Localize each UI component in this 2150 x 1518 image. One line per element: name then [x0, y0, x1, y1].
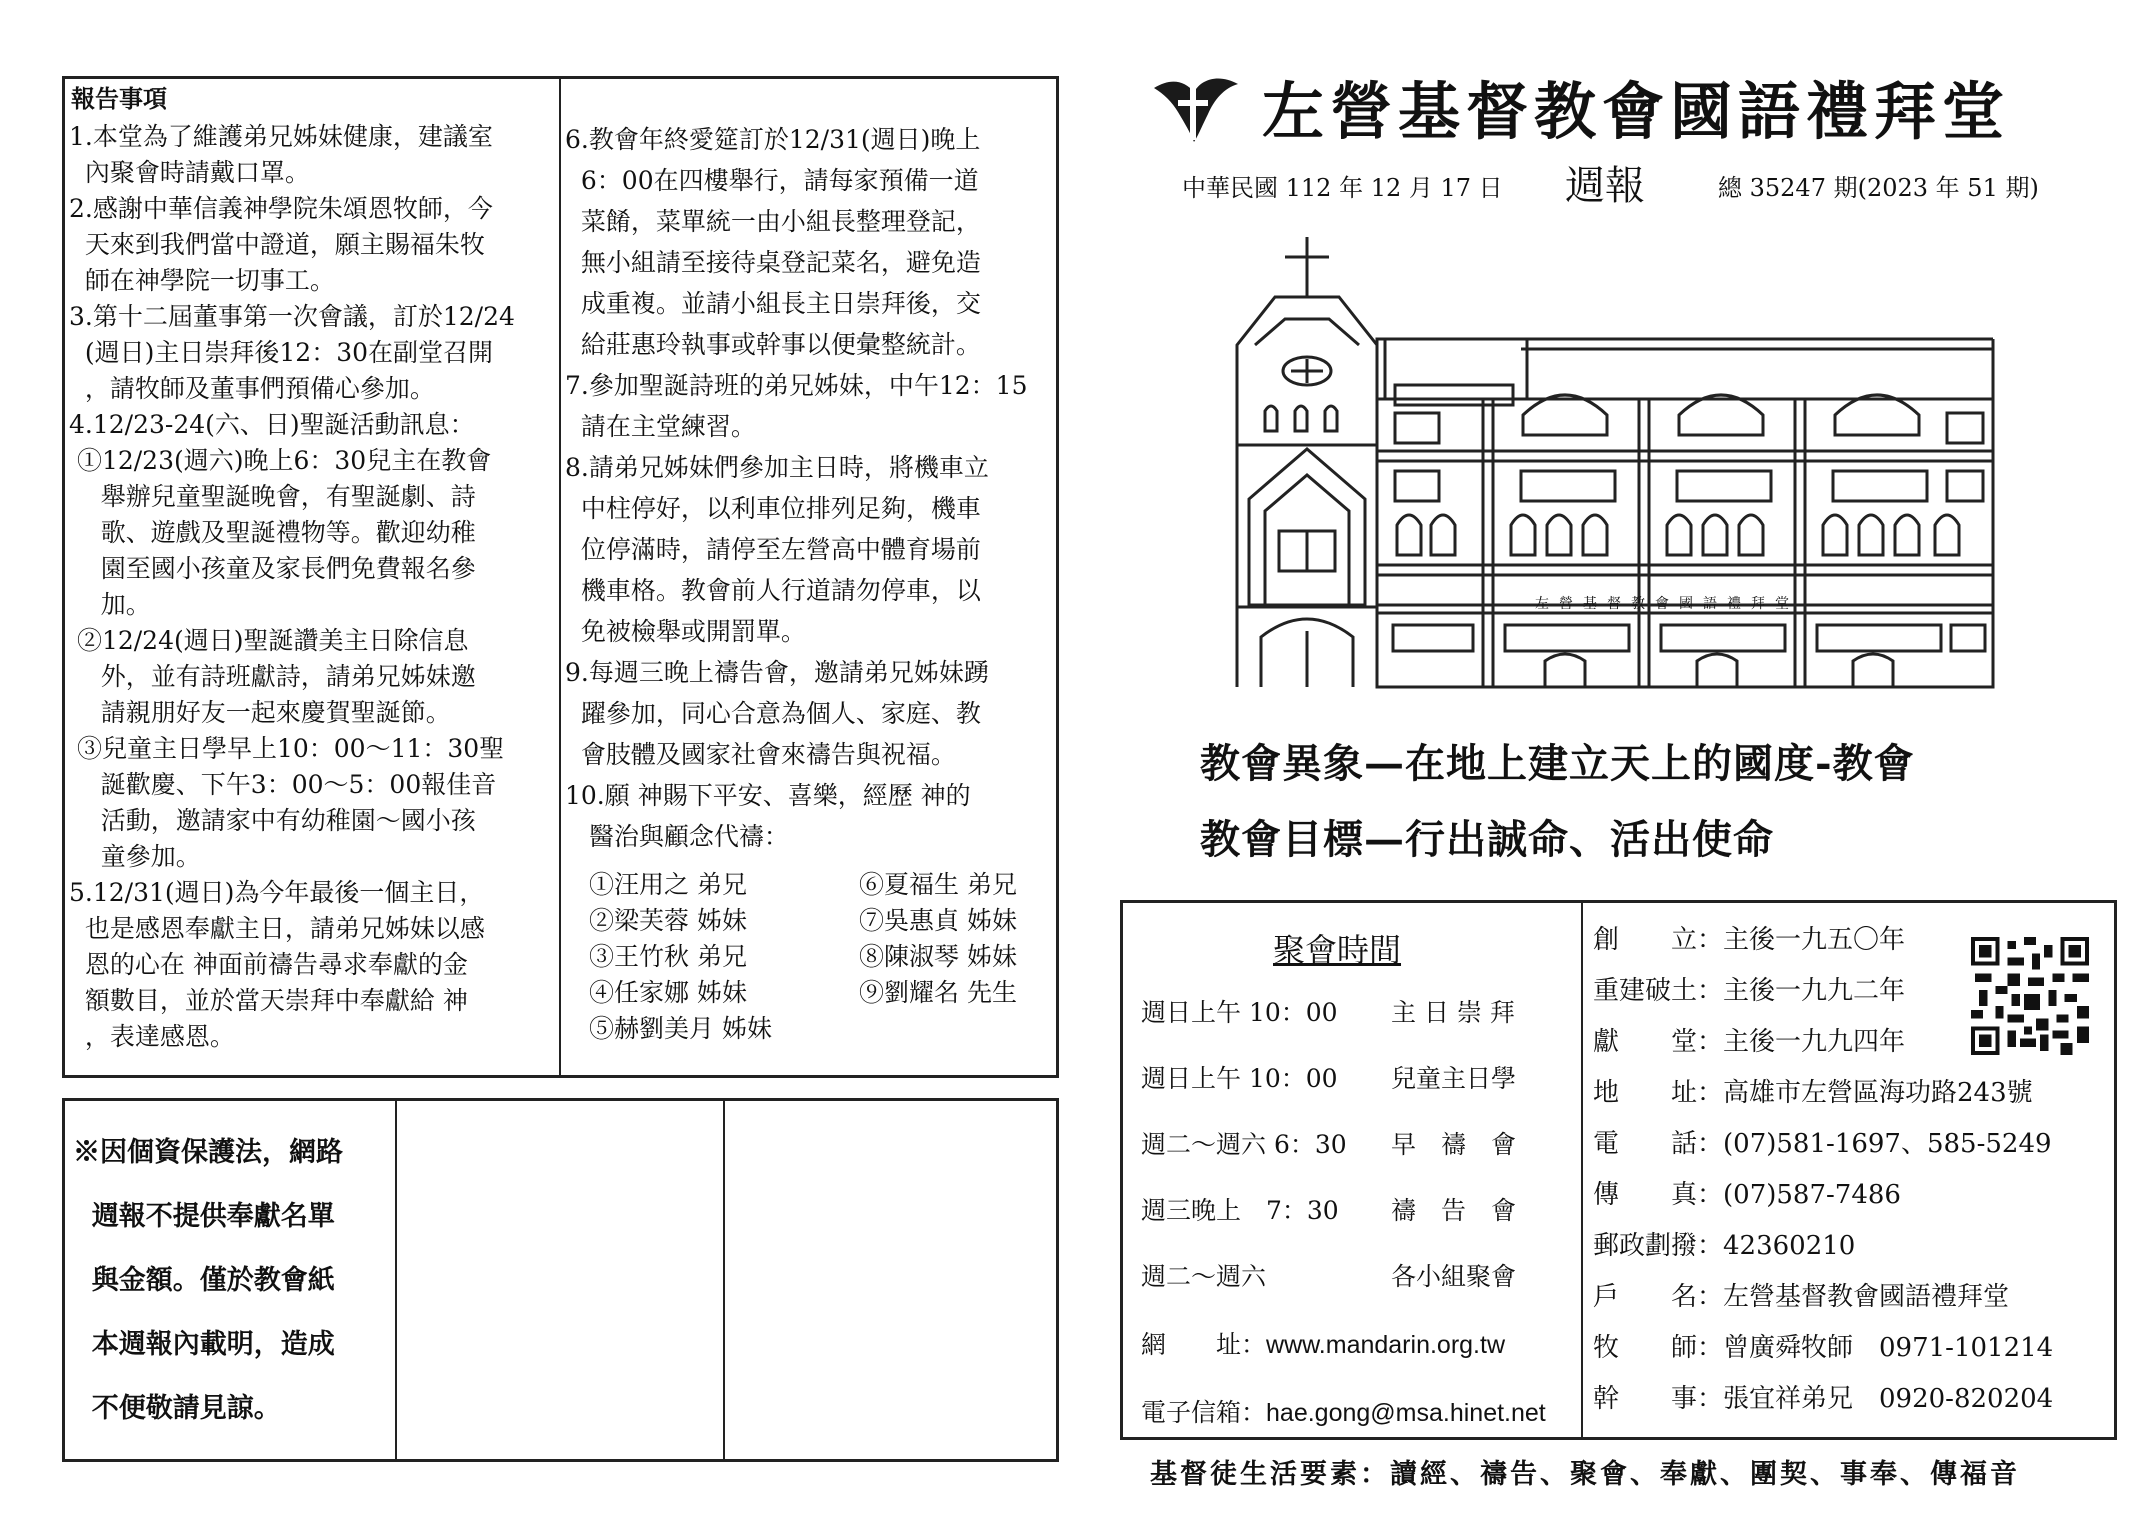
meeting-title: 聚會時間 — [1273, 931, 1402, 969]
announcement-line: 位停滿時，請停至左營高中體育場前 — [565, 535, 981, 564]
announcement-line: 2.感謝中華信義神學院朱頌恩牧師，今 — [69, 194, 493, 223]
church-info-value: (07)587-7486 — [1723, 1180, 1901, 1210]
church-info-label: 戶 名： — [1593, 1282, 1724, 1312]
church-info-value: 曾廣舜牧師 0971-101214 — [1723, 1333, 2054, 1363]
prayer-item: ②梁芙蓉 姊妹 — [589, 906, 747, 935]
bulletin-issue: 總 35247 期(2023 年 51 期) — [1718, 174, 2039, 202]
building-sign: 左營基督教會國語禮拜堂 — [1535, 596, 1799, 612]
church-info-label: 電 話： — [1593, 1129, 1724, 1159]
announcement-line: 成重複。並請小組長主日崇拜後，交 — [565, 289, 981, 318]
announcement-line: 9.每週三晚上禱告會，邀請弟兄姊妹踴 — [565, 658, 989, 687]
announcement-line: 也是感恩奉獻主日，請弟兄姊妹以感 — [69, 914, 485, 943]
announcement-line: 歌、遊戲及聖誕禮物等。歡迎幼稚 — [69, 518, 476, 547]
offering-divider-2 — [723, 1101, 725, 1459]
announcement-line: ③兒童主日學早上10：00～11：30聖 — [69, 734, 505, 763]
announcement-line: (週日)主日崇拜後12：30在副堂召開 — [69, 338, 494, 367]
privacy-line: 週報不提供奉獻名單 — [73, 1201, 335, 1232]
announcement-line: 7.參加聖誕詩班的弟兄姊妹，中午12：15 — [565, 371, 1028, 400]
privacy-line: ※因個資保護法，網路 — [73, 1137, 343, 1168]
church-info-value: 42360210 — [1723, 1231, 1856, 1261]
announcement-line: 中柱停好，以利車位排列足夠，機車 — [565, 494, 981, 523]
announcement-line: 活動，邀請家中有幼稚園～國小孩 — [69, 806, 476, 835]
meeting-name: 禱 告 會 — [1391, 1196, 1517, 1225]
church-info-row — [1593, 1072, 2033, 1109]
bulletin-label: 週報 — [1565, 163, 1645, 209]
prayer-item: ①汪用之 弟兄 — [589, 870, 747, 899]
announcement-line: 躍參加，同心合意為個人、家庭、教 — [565, 699, 981, 728]
church-title: 左營基督教會國語禮拜堂 — [1262, 75, 2011, 148]
church-vision: 教會異象—在地上建立天上的國度-教會 — [1200, 740, 1915, 787]
announcement-line: 請親朋好友一起來慶賀聖誕節。 — [69, 698, 451, 727]
church-info-row — [1593, 1276, 2009, 1313]
privacy-line: 與金額。僅於教會紙 — [73, 1265, 335, 1296]
meeting-time: 週二～週六 — [1141, 1262, 1267, 1291]
announcement-line: 菜餚，菜單統一由小組長整理登記， — [565, 207, 981, 236]
announcement-line: 1.本堂為了維護弟兄姊妹健康，建議室 — [69, 122, 493, 151]
website-label: 網 址： — [1141, 1330, 1267, 1359]
announcement-line: ②12/24(週日)聖誕讚美主日除信息 — [69, 626, 469, 655]
announcement-line: 師在神學院一切事工。 — [69, 266, 335, 295]
announcement-line: 6.教會年終愛筵訂於12/31(週日)晚上 — [565, 125, 981, 154]
church-info-row — [1593, 1123, 2052, 1160]
announcements-box — [62, 76, 1059, 1078]
announcement-line: 無小組請至接待桌登記菜名，避免造 — [565, 248, 981, 277]
church-building-illustration — [1235, 235, 1995, 690]
church-info-label: 創 立： — [1593, 925, 1724, 955]
church-info-row — [1593, 1225, 1855, 1262]
announcement-line: 園至國小孩童及家長們免費報名參 — [69, 554, 476, 583]
church-info-label: 郵政劃撥： — [1593, 1231, 1724, 1261]
church-info-row — [1593, 1378, 2053, 1415]
announcements-heading: 報告事項 — [71, 84, 167, 113]
prayer-item: ③王竹秋 弟兄 — [589, 942, 747, 971]
announcement-line: ，請牧師及董事們預備心參加。 — [69, 374, 435, 403]
offering-box — [62, 1098, 1059, 1462]
offering-divider-1 — [395, 1101, 397, 1459]
church-info-label: 重建破土： — [1593, 976, 1724, 1006]
announcement-line: 6：00在四樓舉行，請每家預備一道 — [565, 166, 979, 195]
info-box — [1120, 900, 2117, 1440]
church-goal: 教會目標—行出誠命、活出使命 — [1200, 816, 1774, 863]
meeting-time: 週日上午 10：00 — [1141, 1064, 1338, 1093]
announcement-line: 免被檢舉或開罰單。 — [565, 617, 806, 646]
announcement-line: 舉辦兒童聖誕晚會，有聖誕劇、詩 — [69, 482, 476, 511]
announcement-line: 請在主堂練習。 — [565, 412, 756, 441]
meeting-name: 兒童主日學 — [1391, 1064, 1517, 1093]
church-info-value: 張宜祥弟兄 0920-820204 — [1723, 1384, 2054, 1414]
prayer-item: ④任家娜 姊妹 — [589, 978, 747, 1007]
prayer-item: ⑤赫劉美月 姊妹 — [589, 1014, 772, 1043]
bulletin-date: 中華民國 112 年 12 月 17 日 — [1182, 174, 1503, 202]
announcement-line: 會肢體及國家社會來禱告與祝福。 — [565, 740, 956, 769]
website-link[interactable]: www.mandarin.org.tw — [1266, 1331, 1505, 1359]
church-info-label: 幹 事： — [1593, 1384, 1724, 1414]
church-info-label: 獻 堂： — [1593, 1027, 1724, 1057]
announcement-line: 8.請弟兄姊妹們參加主日時，將機車立 — [565, 453, 989, 482]
church-info-value: 主後一九九二年 — [1723, 976, 1906, 1006]
email-row — [1141, 1393, 1546, 1429]
announcements-divider — [559, 79, 561, 1075]
info-divider — [1581, 903, 1583, 1437]
footer-motto: 基督徒生活要素：讀經、禱告、聚會、奉獻、團契、事奉、傳福音 — [1150, 1459, 2020, 1490]
announcement-line: 4.12/23-24(六、日)聖誕活動訊息： — [69, 410, 475, 439]
announcement-line: 天來到我們當中證道，願主賜福朱牧 — [69, 230, 485, 259]
announcement-line: 10.願 神賜下平安、喜樂，經歷 神的 — [565, 781, 971, 810]
announcement-line: 額數目，並於當天崇拜中奉獻給 神 — [69, 986, 468, 1015]
meeting-name: 主 日 崇 拜 — [1391, 998, 1515, 1027]
church-info-value: 高雄市左營區海功路243號 — [1723, 1078, 2033, 1108]
email-label: 電子信箱： — [1141, 1398, 1267, 1427]
church-info-row — [1593, 1174, 1901, 1211]
meeting-time: 週二～週六 6：30 — [1141, 1130, 1347, 1159]
announcement-line: 給莊惠玲執事或幹事以便彙整統計。 — [565, 330, 981, 359]
church-info-row — [1593, 970, 1905, 1007]
prayer-item: ⑦吳惠貞 姊妹 — [859, 906, 1017, 935]
church-info-value: 主後一九五〇年 — [1723, 925, 1906, 955]
email-link[interactable]: hae.gong@msa.hinet.net — [1266, 1399, 1546, 1427]
church-info-label: 地 址： — [1593, 1078, 1724, 1108]
privacy-line: 不便敬請見諒。 — [73, 1393, 281, 1424]
meeting-time: 週三晚上 7：30 — [1141, 1196, 1339, 1225]
qr-code-icon[interactable] — [1971, 937, 2089, 1055]
church-info-value: 左營基督教會國語禮拜堂 — [1723, 1282, 2010, 1312]
privacy-line: 本週報內載明，造成 — [73, 1329, 335, 1360]
church-info-row — [1593, 1021, 1905, 1058]
church-info-label: 傳 真： — [1593, 1180, 1724, 1210]
prayer-item: ⑨劉耀名 先生 — [859, 978, 1017, 1007]
prayer-item: ⑧陳淑琴 姊妹 — [859, 942, 1017, 971]
church-info-row — [1593, 1327, 2053, 1364]
meeting-time: 週日上午 10：00 — [1141, 998, 1338, 1027]
announcement-line: 機車格。教會前人行道請勿停車，以 — [565, 576, 981, 605]
meeting-name: 早 禱 會 — [1391, 1130, 1517, 1159]
announcement-line: ，表達感恩。 — [69, 1022, 235, 1051]
announcement-line: 內聚會時請戴口罩。 — [69, 158, 310, 187]
announcement-line: 3.第十二屆董事第一次會議，訂於12/24 — [69, 302, 515, 331]
website-row — [1141, 1325, 1505, 1361]
church-info-label: 牧 師： — [1593, 1333, 1724, 1363]
meeting-name: 各小組聚會 — [1391, 1262, 1517, 1291]
announcement-line: 5.12/31(週日)為今年最後一個主日， — [69, 878, 485, 907]
announcement-line: 醫治與顧念代禱： — [565, 822, 789, 851]
announcement-line: 外，並有詩班獻詩，請弟兄姊妹邀 — [69, 662, 476, 691]
church-info-value: 主後一九九四年 — [1723, 1027, 1906, 1057]
announcement-line: 恩的心在 神面前禱告尋求奉獻的金 — [69, 950, 468, 979]
announcement-line: 誕歡慶、下午3：00～5：00報佳音 — [69, 770, 497, 799]
church-logo-icon — [1150, 70, 1242, 144]
announcement-line: 童參加。 — [69, 842, 201, 871]
church-info-row — [1593, 919, 1905, 956]
church-info-value: (07)581-1697、585-5249 — [1723, 1129, 2052, 1159]
announcement-line: ①12/23(週六)晚上6：30兒主在教會 — [69, 446, 492, 475]
announcement-line: 加。 — [69, 590, 151, 619]
prayer-item: ⑥夏福生 弟兄 — [859, 870, 1017, 899]
